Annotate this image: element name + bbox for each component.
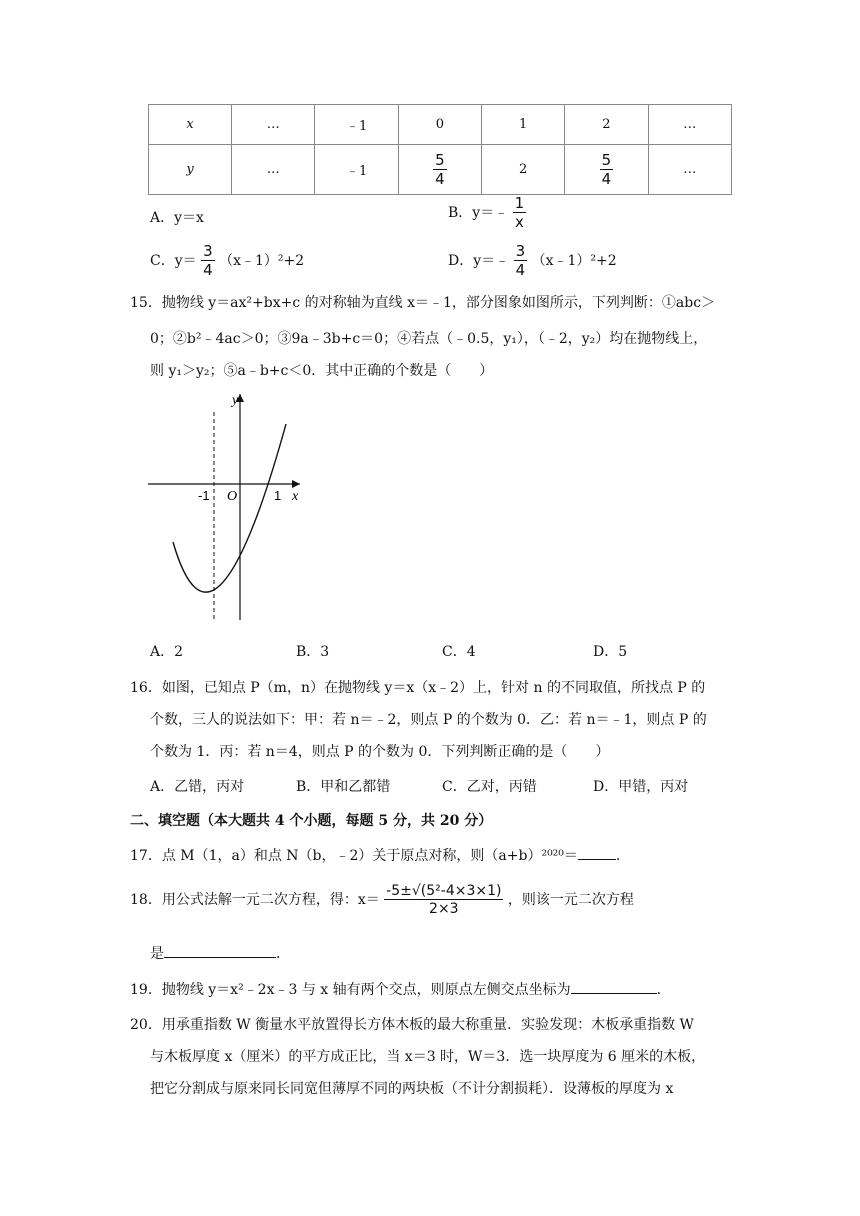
q15-line2: 0；②b²﹣4ac＞0；③9a﹣3b+c＝0；④若点（﹣0.5，y₁），（﹣2，y₂）均在抛物线上， <box>150 331 708 347</box>
table-cell: 2 <box>482 145 565 195</box>
q14-option-c-prefix: C．y＝ <box>150 253 197 269</box>
q18-suffix: ，则该一元二次方程 <box>507 892 634 908</box>
parabola-curve <box>173 424 286 592</box>
q17-end: . <box>615 848 621 864</box>
q14-option-b-prefix: B．y＝﹣ <box>448 205 509 221</box>
table-cell: … <box>648 145 731 195</box>
graph-label-x: x <box>292 489 299 504</box>
q14-option-d-prefix: D．y＝﹣ <box>448 253 510 269</box>
q18-line2 <box>150 943 280 963</box>
numerator: 1 <box>514 194 525 212</box>
answer-blank[interactable] <box>571 979 657 994</box>
graph-label-origin: O <box>227 489 238 504</box>
fraction <box>600 150 614 188</box>
table-cell: … <box>232 105 315 145</box>
q20-line2: 与木板厚度 x（厘米）的平方成正比，当 x＝3 时，W＝3．选一块厚度为 6 厘米的木板， <box>150 1049 706 1065</box>
table-cell: ﹣1 <box>315 105 398 145</box>
x-axis-arrow <box>292 480 300 488</box>
graph-label-neg1: -1 <box>198 488 210 503</box>
fraction <box>514 244 528 278</box>
q16-option-d: D．甲错，丙对 <box>593 779 689 795</box>
table-cell: … <box>648 105 731 145</box>
table-cell: 1 <box>482 105 565 145</box>
q15-option-c: C．4 <box>442 644 476 660</box>
q18-end: . <box>276 946 281 962</box>
q19-text: 19．抛物线 y＝x²﹣2x﹣3 与 x 轴有两个交点，则原点左侧交点坐标为 <box>130 982 571 998</box>
denominator: x <box>514 213 524 231</box>
q18 <box>130 884 634 916</box>
numerator: 5 <box>435 150 445 169</box>
denominator: 4 <box>601 169 612 188</box>
table-cell: ﹣1 <box>315 145 398 195</box>
answer-blank[interactable] <box>578 845 616 860</box>
q15-option-d: D．5 <box>593 644 628 660</box>
value-table <box>148 104 732 195</box>
formula-denominator: 2×3 <box>429 901 459 917</box>
q20-line3: 把它分割成与原来同长同宽但薄厚不同的两块板（不计分割损耗）．设薄板的厚度为 x <box>150 1081 674 1097</box>
q15-option-a: A．2 <box>150 644 184 660</box>
numerator: 3 <box>515 242 526 260</box>
q18-prefix: 18．用公式法解一元二次方程，得：x＝ <box>130 892 380 908</box>
table-cell: 0 <box>398 105 481 145</box>
denominator: 4 <box>435 169 445 188</box>
q17 <box>130 845 620 865</box>
denominator: 4 <box>203 261 213 279</box>
fraction <box>201 244 215 278</box>
parabola-graph <box>140 388 310 628</box>
q17-text: 17．点 M（1，a）和点 N（b，﹣2）关于原点对称，则（a+b）²⁰²⁰＝ <box>130 848 578 864</box>
q16-option-c: C．乙对，丙错 <box>442 779 537 795</box>
formula-numerator: -5±√(5²-4×3×1) <box>386 883 502 899</box>
answer-blank[interactable] <box>164 943 276 958</box>
q16-line3: 个数为 1．丙：若 n＝4，则点 P 的个数为 0．下列判断正确的是（ ） <box>150 744 610 760</box>
q20-line1: 20．用承重指数 W 衡量水平放置得长方体木板的最大称重量．实验发现：木板承重指数 W <box>130 1017 694 1033</box>
formula-fraction <box>384 884 503 916</box>
q14-option-d <box>448 244 617 278</box>
q18-line2-text: 是 <box>150 946 164 962</box>
q19 <box>130 979 661 999</box>
graph-label-one: 1 <box>274 488 282 503</box>
table-cell: … <box>232 145 315 195</box>
table-cell: y <box>149 145 232 195</box>
fraction <box>513 196 527 230</box>
q16-option-a: A．乙错，丙对 <box>150 779 245 795</box>
numerator: 5 <box>601 150 612 169</box>
q14-option-d-suffix: （x﹣1）²+2 <box>531 253 617 269</box>
table-cell-fraction <box>398 145 481 195</box>
q15-option-b: B．3 <box>296 644 330 660</box>
numerator: 3 <box>203 242 213 260</box>
q19-end: . <box>656 982 662 998</box>
denominator: 4 <box>515 261 526 279</box>
fraction <box>433 150 447 188</box>
q16-option-b: B．甲和乙都错 <box>296 779 391 795</box>
q15-line1: 15．抛物线 y＝ax²+bx+c 的对称轴为直线 x＝﹣1，部分图象如图所示，下列判断：①abc＞ <box>130 295 716 311</box>
table-cell-fraction <box>565 145 648 195</box>
q14-option-b <box>448 196 526 230</box>
q15-line3: 则 y₁＞y₂；⑤a﹣b+c＜0．其中正确的个数是（ ） <box>150 363 494 379</box>
q16-line1: 16．如图，已知点 P（m，n）在抛物线 y＝x（x﹣2）上，针对 n 的不同取值，所找点 P 的 <box>130 680 706 696</box>
graph-label-y: y <box>232 393 239 408</box>
table-row <box>149 105 732 145</box>
q16-line2: 个数，三人的说法如下：甲：若 n＝﹣2，则点 P 的个数为 0．乙：若 n＝﹣1，则点 P 的 <box>150 712 707 728</box>
section-heading: 二、填空题（本大题共 4 个小题，每题 5 分，共 20 分） <box>130 813 493 829</box>
table-cell: x <box>149 105 232 145</box>
table-row <box>149 145 732 195</box>
q14-option-c <box>150 244 304 278</box>
q14-option-a: A．y＝x <box>150 210 204 226</box>
q14-option-c-suffix: （x﹣1）²+2 <box>219 253 305 269</box>
table-cell: 2 <box>565 105 648 145</box>
